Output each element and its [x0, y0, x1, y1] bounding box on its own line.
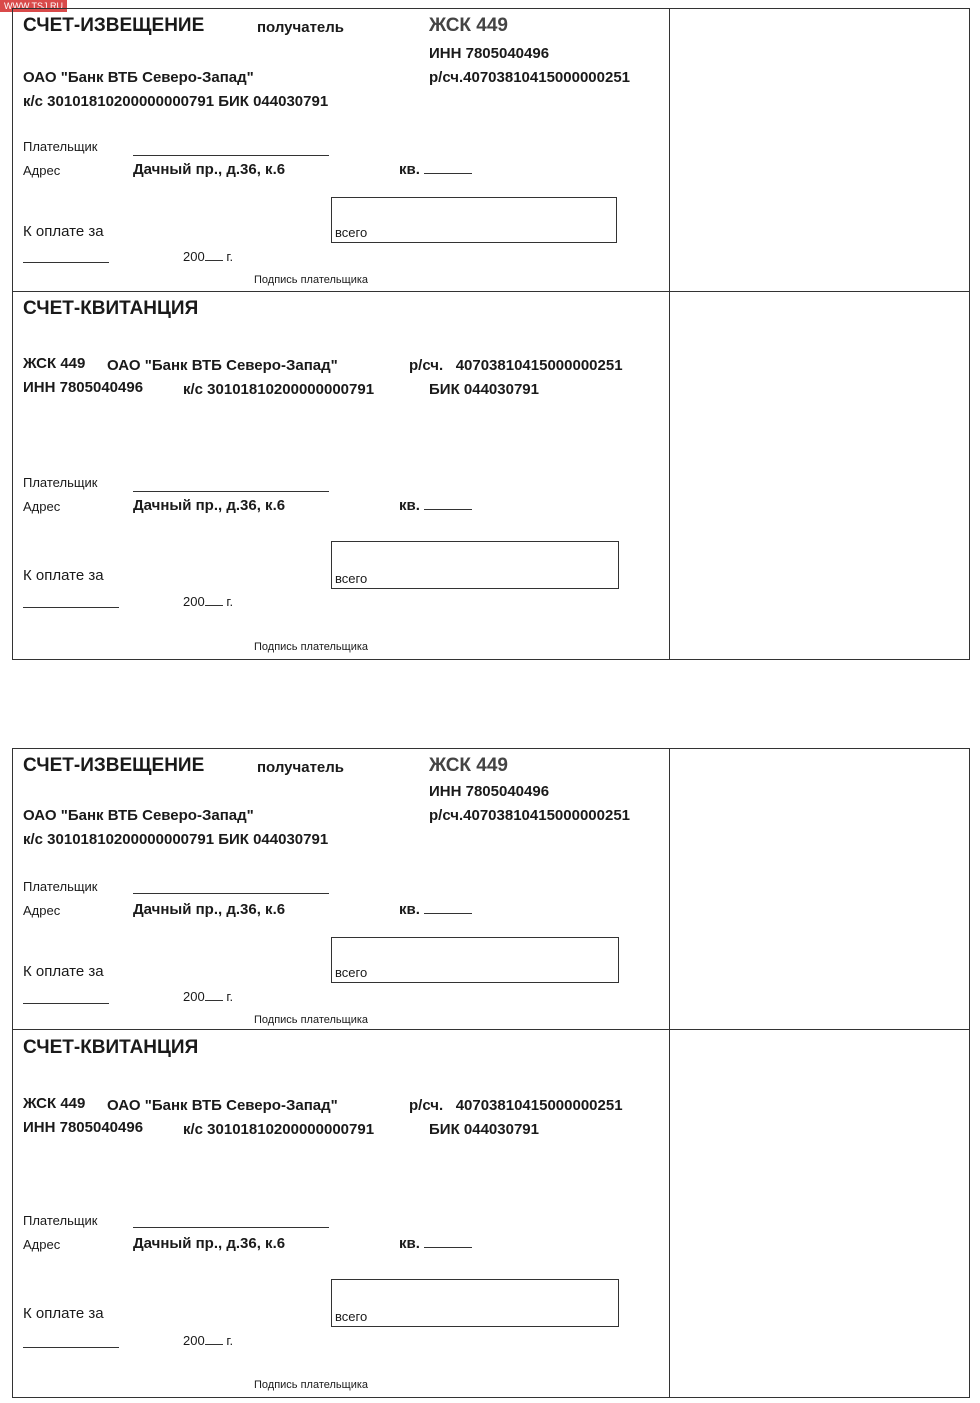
payer-label: Плательщик	[23, 475, 98, 490]
recipient-inn: ИНН 7805040496	[429, 45, 550, 62]
pay-for-line[interactable]	[23, 1347, 119, 1348]
receipt-inn: ИНН 7805040496	[23, 1119, 144, 1136]
receipt-account-number: 40703810415000000251	[455, 357, 623, 374]
year-field[interactable]	[183, 1333, 233, 1348]
bank-name: ОАО "Банк ВТБ Северо-Запад"	[23, 69, 254, 86]
year-prefix: 200	[183, 594, 205, 609]
year-prefix: 200	[183, 989, 205, 1004]
pay-for-line[interactable]	[23, 1003, 109, 1004]
payer-line[interactable]	[133, 893, 329, 894]
receipt-ks: к/с 30101810200000000791	[183, 381, 375, 398]
section-divider	[13, 291, 969, 292]
apartment-label: кв.	[399, 1235, 420, 1252]
watermark: WWW.TSJ.RU	[0, 0, 67, 12]
apartment-line[interactable]	[424, 161, 472, 174]
total-box[interactable]	[331, 1279, 619, 1327]
bank-details: к/с 30101810200000000791 БИК 044030791	[23, 831, 329, 848]
notice-title: СЧЕТ-ИЗВЕЩЕНИЕ	[23, 15, 205, 36]
address-label: Адрес	[23, 163, 61, 178]
payer-label: Плательщик	[23, 139, 98, 154]
signature-label: Подпись плательщика	[254, 274, 369, 286]
pay-for-label: К оплате за	[23, 567, 104, 584]
address-label: Адрес	[23, 903, 61, 918]
address-value: Дачный пр., д.36, к.6	[133, 161, 286, 178]
address-label: Адрес	[23, 1237, 61, 1252]
receipt-title: СЧЕТ-КВИТАНЦИЯ	[23, 298, 199, 319]
section-divider	[13, 1029, 969, 1030]
apartment-field[interactable]	[399, 161, 472, 178]
recipient-label: получатель	[257, 19, 345, 36]
year-field[interactable]	[183, 249, 233, 264]
apartment-label: кв.	[399, 161, 420, 178]
year-suffix: г.	[226, 1333, 234, 1348]
recipient-inn: ИНН 7805040496	[429, 783, 550, 800]
year-field[interactable]	[183, 594, 233, 609]
payer-label: Плательщик	[23, 1213, 98, 1228]
year-field[interactable]	[183, 989, 233, 1004]
receipt-bik: БИК 044030791	[429, 381, 539, 398]
signature-label: Подпись плательщика	[254, 1379, 369, 1391]
recipient-account: р/сч.40703810415000000251	[429, 69, 631, 86]
receipt-account	[409, 357, 623, 374]
address-value: Дачный пр., д.36, к.6	[133, 497, 286, 514]
pay-for-label: К оплате за	[23, 223, 104, 240]
address-value: Дачный пр., д.36, к.6	[133, 1235, 286, 1252]
year-suffix: г.	[226, 594, 234, 609]
receipt-bank: ОАО "Банк ВТБ Северо-Запад"	[107, 1097, 338, 1114]
year-prefix: 200	[183, 249, 205, 264]
bank-name: ОАО "Банк ВТБ Северо-Запад"	[23, 807, 254, 824]
receipt-account	[409, 1097, 623, 1114]
bank-details: к/с 30101810200000000791 БИК 044030791	[23, 93, 329, 110]
apartment-field[interactable]	[399, 901, 472, 918]
year-line[interactable]	[205, 990, 223, 1001]
apartment-line[interactable]	[424, 497, 472, 510]
receipt-account-label: р/сч.	[409, 357, 444, 374]
apartment-field[interactable]	[399, 497, 472, 514]
payment-form-bottom	[12, 748, 970, 1398]
recipient-label: получатель	[257, 759, 345, 776]
column-divider	[669, 9, 670, 659]
notice-title: СЧЕТ-ИЗВЕЩЕНИЕ	[23, 755, 205, 776]
payer-line[interactable]	[133, 1227, 329, 1228]
payer-label: Плательщик	[23, 879, 98, 894]
year-suffix: г.	[226, 249, 234, 264]
receipt-inn: ИНН 7805040496	[23, 379, 144, 396]
total-label: всего	[335, 571, 368, 586]
signature-label: Подпись плательщика	[254, 641, 369, 653]
address-label: Адрес	[23, 499, 61, 514]
address-value: Дачный пр., д.36, к.6	[133, 901, 286, 918]
receipt-org: ЖСК 449	[23, 1095, 86, 1112]
apartment-field[interactable]	[399, 1235, 472, 1252]
pay-for-label: К оплате за	[23, 963, 104, 980]
year-suffix: г.	[226, 989, 234, 1004]
column-divider	[669, 749, 670, 1397]
pay-for-line[interactable]	[23, 262, 109, 263]
total-label: всего	[335, 225, 368, 240]
year-prefix: 200	[183, 1333, 205, 1348]
receipt-title: СЧЕТ-КВИТАНЦИЯ	[23, 1037, 199, 1058]
payer-line[interactable]	[133, 155, 329, 156]
year-line[interactable]	[205, 1334, 223, 1345]
payer-line[interactable]	[133, 491, 329, 492]
payment-form-top	[12, 8, 970, 660]
total-label: всего	[335, 965, 368, 980]
apartment-label: кв.	[399, 497, 420, 514]
apartment-line[interactable]	[424, 1235, 472, 1248]
receipt-bank: ОАО "Банк ВТБ Северо-Запад"	[107, 357, 338, 374]
receipt-org: ЖСК 449	[23, 355, 86, 372]
year-line[interactable]	[205, 250, 223, 261]
pay-for-label: К оплате за	[23, 1305, 104, 1322]
recipient-org: ЖСК 449	[429, 755, 508, 776]
apartment-line[interactable]	[424, 901, 472, 914]
receipt-account-number: 40703810415000000251	[455, 1097, 623, 1114]
receipt-bik: БИК 044030791	[429, 1121, 539, 1138]
year-line[interactable]	[205, 595, 223, 606]
receipt-ks: к/с 30101810200000000791	[183, 1121, 375, 1138]
signature-label: Подпись плательщика	[254, 1014, 369, 1026]
total-label: всего	[335, 1309, 368, 1324]
total-box[interactable]	[331, 937, 619, 983]
recipient-org: ЖСК 449	[429, 15, 508, 36]
total-box[interactable]	[331, 197, 617, 243]
pay-for-line[interactable]	[23, 607, 119, 608]
recipient-account: р/сч.40703810415000000251	[429, 807, 631, 824]
apartment-label: кв.	[399, 901, 420, 918]
total-box[interactable]	[331, 541, 619, 589]
receipt-account-label: р/сч.	[409, 1097, 444, 1114]
